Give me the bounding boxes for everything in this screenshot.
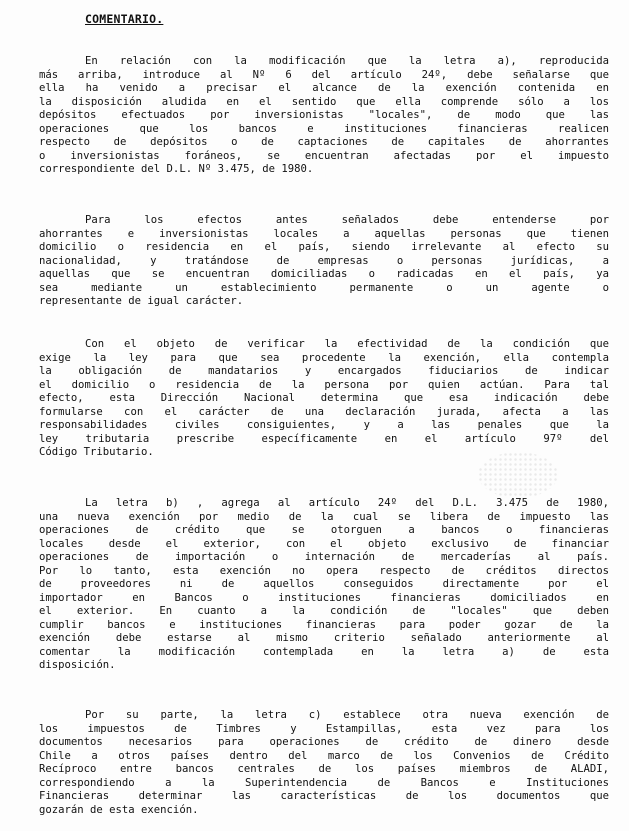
text-line: aquellas que se encuentran domiciliadas o radicadas en el país, ya (39, 268, 609, 280)
text-line: Con el objeto de verificar la efectividad de la condición que (85, 338, 609, 350)
text-line: respecto de depósitos o de captaciones de capitales de ahorrantes (39, 136, 609, 148)
text-line: Código Tributario. (39, 446, 154, 458)
text-line: depósitos efectuados por inversionistas "locales", de modo que las (39, 109, 609, 121)
text-line: Por lo tanto, esta exención no opera respecto de créditos directos (39, 564, 609, 577)
text-line: correspondiendo a la Superintendencia de Bancos e Instituciones (39, 776, 609, 789)
text-line: una nueva exención por medio de la cual se libera de impuesto las (39, 510, 609, 523)
text-line: operaciones de crédito que se otorguen a bancos o financieras (39, 524, 609, 536)
text-line: ahorrantes e inversionistas locales a aquellas personas que tienen (39, 227, 609, 240)
paragraph-5 (39, 709, 609, 817)
text-line: operaciones que los bancos e instituciones financieras realicen (39, 122, 609, 135)
text-line: el domicilio o residencia de la persona por quien actúan. Para tal (39, 378, 609, 391)
text-line: Por su parte, la letra c) establece otra nueva exención de (85, 709, 609, 721)
text-line: representante de igual carácter. (39, 295, 244, 307)
text-line: exige la ley para que sea procedente la exención, ella contempla (39, 351, 609, 364)
text-line: locales desde el exterior, con el objeto exclusivo de financiar (39, 537, 609, 550)
text-line: de proveedores ni de aquellos conseguidos directamente por el (39, 578, 609, 590)
text-line: sea mediante un establecimiento permanente o un agente o (39, 281, 609, 294)
text-line: la obligación de mandatarios y encargados fiduciarios de indicar (39, 365, 609, 377)
text-line: exención debe estarse al mismo criterio señalado anteriormente al (39, 632, 609, 644)
text-line: documentos necesarios para operaciones de crédito de dinero desde (39, 736, 609, 748)
text-line: domicilio o residencia en el país, siendo irrelevante al efecto su (39, 241, 609, 253)
paragraph-3 (39, 338, 609, 460)
text-line: más arriba, introduce al Nº 6 del artículo 24º, debe señalarse que (39, 68, 609, 81)
text-line: correspondiente del D.L. Nº 3.475, de 1980. (39, 163, 314, 175)
text-line: importador en Bancos o instituciones financieras domiciliados en (39, 591, 609, 604)
text-line: Financieras determinar las características de los documentos que (39, 790, 609, 802)
text-line: los impuestos de Timbres y Estampillas, esta vez para los (39, 722, 609, 735)
text-line: La letra b) , agrega al artículo 24º del D.L. 3.475 de 1980, (85, 497, 609, 509)
paragraph-2 (39, 214, 609, 309)
text-line: operaciones de importación o internación de mercaderías al país. (39, 551, 609, 563)
text-line: ley tributaria prescribe específicamente en el artículo 97º del (39, 432, 609, 445)
text-line: comentar la modificación contemplada en la letra a) de esta (39, 645, 609, 658)
paragraph-1 (39, 55, 609, 177)
text-line: cumplir bancos e instituciones financieras para poder gozar de la (39, 618, 609, 631)
text-line: Chile a otros países dentro del marco de los Convenios de Crédito (39, 749, 609, 762)
paragraph-4 (39, 497, 609, 673)
faint-stamp-mark (478, 452, 558, 498)
text-line: efecto, esta Dirección Nacional determina que esa indicación debe (39, 392, 609, 404)
text-line: la disposición aludida en el sentido que ella comprende sólo a los (39, 95, 609, 108)
text-line: ella ha venido a precisar el alcance de la exención contenida en (39, 82, 609, 94)
text-line: nacionalidad, y tratándose de empresas o personas jurídicas, a (39, 254, 609, 267)
text-line: gozarán de esta exención. (39, 803, 199, 816)
text-line: formularse con el carácter de una declaración jurada, afecta a las (39, 405, 609, 418)
document-title: COMENTARIO. (85, 12, 164, 26)
text-line: Recíproco entre bancos centrales de los países miembros de ALADI, (39, 763, 609, 775)
text-line: o inversionistas foráneos, se encuentran afectadas por el impuesto (39, 149, 609, 162)
text-line: disposición. (39, 659, 116, 671)
text-line: el exterior. En cuanto a la condición de "locales" que deben (39, 605, 609, 617)
text-line: responsabilidades civiles consiguientes, y a las penales que la (39, 419, 609, 431)
text-line: Para los efectos antes señalados debe entenderse por (85, 214, 609, 226)
text-line: En relación con la modificación que la letra a), reproducida (85, 55, 609, 67)
